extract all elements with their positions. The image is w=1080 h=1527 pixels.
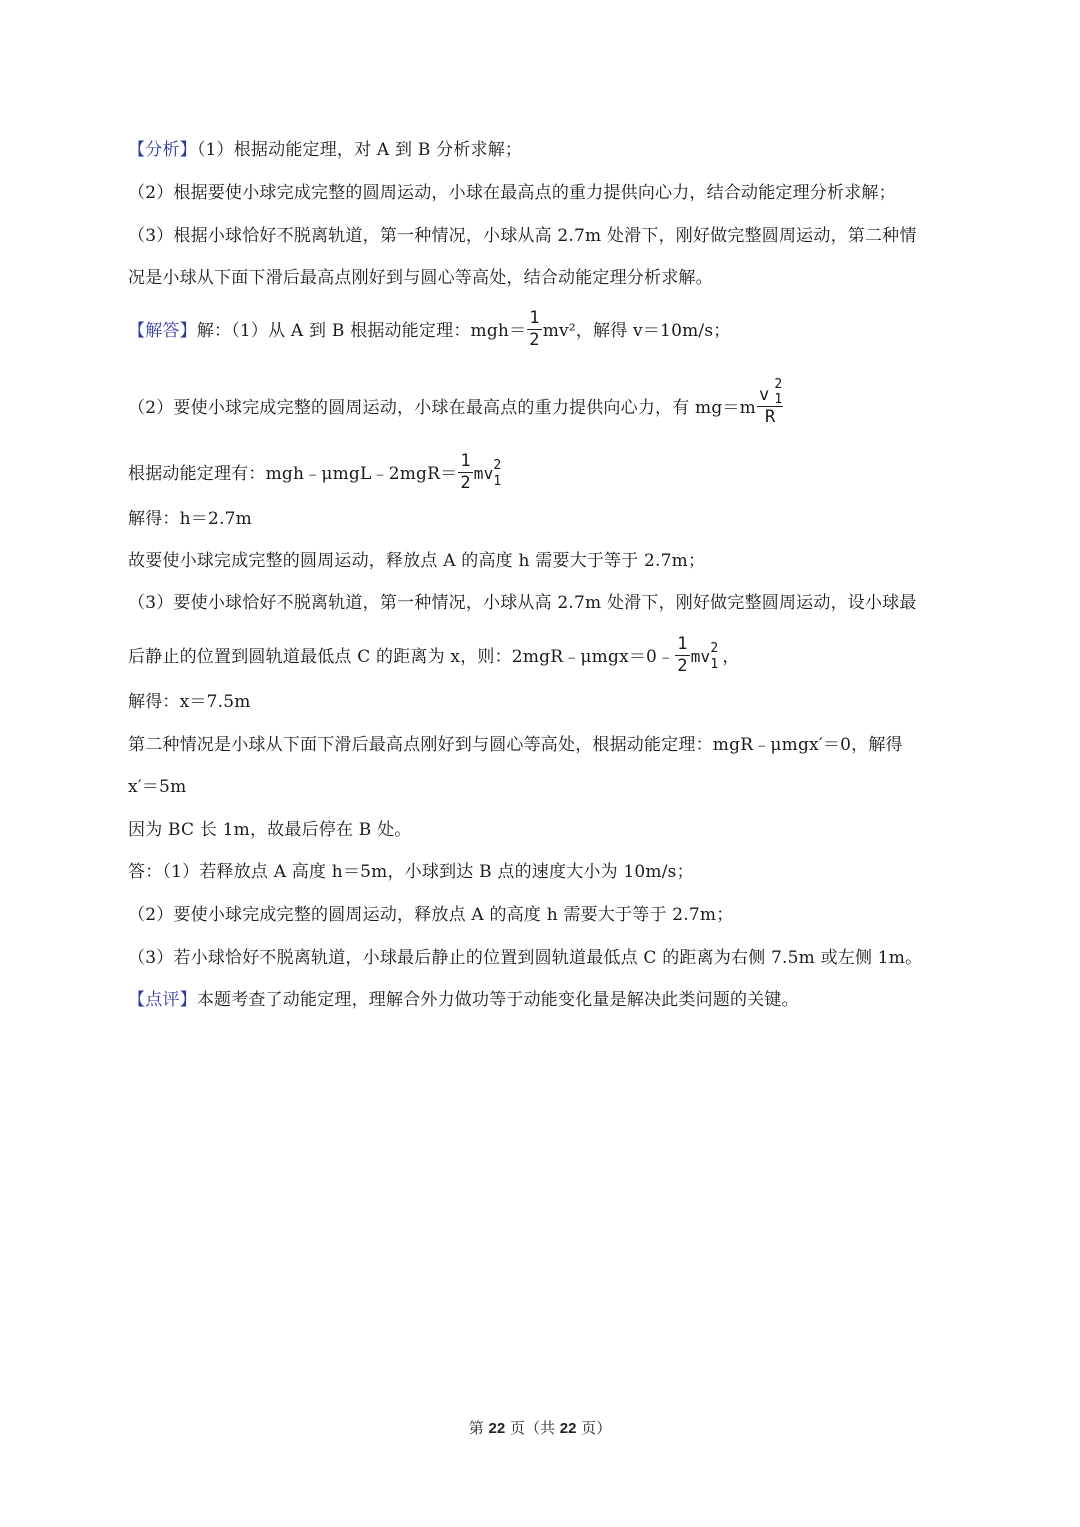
fraction-denominator: 2 bbox=[677, 656, 688, 676]
fraction-half bbox=[458, 453, 472, 492]
solution-line-10: x′＝5m bbox=[128, 777, 187, 797]
analysis-line-2: （2）根据要使小球完成完整的圆周运动，小球在最高点的重力提供向心力，结合动能定理分析求解； bbox=[128, 183, 896, 203]
fraction-numerator: 1 bbox=[460, 451, 471, 471]
solution-line-4: 解得：h＝2.7m bbox=[128, 509, 252, 529]
analysis-line-4: 况是小球从下面下滑后最高点刚好到与圆心等高处，结合动能定理分析求解。 bbox=[128, 268, 713, 288]
fraction-half bbox=[527, 310, 541, 349]
solution-tag: 【解答】 bbox=[128, 321, 197, 341]
solution-line-5: 故要使小球完成完整的圆周运动，释放点 A 的高度 h 需要大于等于 2.7m； bbox=[128, 551, 706, 571]
comma: ， bbox=[722, 647, 740, 667]
analysis-line-1 bbox=[128, 138, 988, 162]
analysis-line-3: （3）根据小球恰好不脱离轨道，第一种情况，小球从高 2.7m 处滑下，刚好做完整圆周运动，第二种情 bbox=[128, 226, 917, 246]
mv-symbol: mv bbox=[473, 464, 494, 483]
solution-line-7 bbox=[128, 634, 988, 677]
solution-line-3 bbox=[128, 451, 988, 494]
comment-tag: 【点评】 bbox=[128, 990, 197, 1010]
v1-squared bbox=[493, 458, 505, 488]
total-page-number: 22 bbox=[559, 1420, 577, 1437]
solution-line-6: （3）要使小球恰好不脱离轨道，第一种情况，小球从高 2.7m 处滑下，刚好做完整圆周运动，设小球最 bbox=[128, 593, 917, 613]
fraction-half bbox=[675, 636, 689, 675]
solution-line-1 bbox=[128, 308, 988, 351]
mv-symbol: mv bbox=[690, 647, 711, 666]
solution-text-2: （2）要使小球完成完整的圆周运动，小球在最高点的重力提供向心力，有 mg＝m bbox=[128, 398, 756, 418]
page-footer bbox=[0, 1417, 1080, 1438]
footer-mid: 页（共 bbox=[505, 1419, 560, 1437]
answer-line-2: （2）要使小球完成完整的圆周运动，释放点 A 的高度 h 需要大于等于 2.7m； bbox=[128, 905, 734, 925]
v-symbol: v bbox=[758, 385, 770, 405]
fraction-numerator: 1 bbox=[677, 634, 688, 654]
fraction-v1-sq-over-r bbox=[757, 377, 783, 427]
fraction-numerator: 1 bbox=[529, 308, 540, 328]
solution-line-9: 第二种情况是小球从下面下滑后最高点刚好到与圆心等高处，根据动能定理：mgR﹣μmgx′＝0，解得 bbox=[128, 735, 903, 755]
subscript: 1 bbox=[493, 473, 502, 489]
solution-text-7: 后静止的位置到圆轨道最低点 C 的距离为 x，则：2mgR﹣μmgx＝0﹣ bbox=[128, 647, 675, 667]
fraction-denominator: R bbox=[764, 407, 776, 427]
current-page-number: 22 bbox=[488, 1420, 506, 1437]
answer-line-3: （3）若小球恰好不脱离轨道，小球最后静止的位置到圆轨道最低点 C 的距离为右侧 7.5m 或左侧 1m。 bbox=[128, 948, 923, 968]
answer-line-1: 答：（1）若释放点 A 高度 h＝5m，小球到达 B 点的速度大小为 10m/s； bbox=[128, 862, 694, 882]
footer-post: 页） bbox=[576, 1419, 612, 1437]
comment-line bbox=[128, 988, 988, 1012]
superscript: 2 bbox=[774, 377, 783, 392]
analysis-text-1: （1）根据动能定理，对 A 到 B 分析求解； bbox=[196, 140, 523, 160]
solution-text-1b: mv²，解得 v＝10m/s； bbox=[542, 321, 731, 341]
footer-pre: 第 bbox=[468, 1419, 489, 1437]
fraction-denominator: 2 bbox=[460, 473, 471, 493]
solution-line-11: 因为 BC 长 1m，故最后停在 B 处。 bbox=[128, 820, 412, 840]
subscript: 1 bbox=[774, 392, 783, 407]
solution-text-3: 根据动能定理有：mgh﹣μmgL﹣2mgR＝ bbox=[128, 464, 458, 484]
subscript: 1 bbox=[710, 656, 719, 672]
fraction-denominator: 2 bbox=[529, 330, 540, 350]
superscript: 2 bbox=[493, 457, 502, 473]
v1-squared bbox=[710, 641, 722, 671]
solution-text-1: 解：（1）从 A 到 B 根据动能定理：mgh＝ bbox=[196, 321, 527, 341]
fraction-numerator bbox=[757, 377, 783, 407]
comment-text: 本题考查了动能定理，理解合外力做功等于动能变化量是解决此类问题的关键。 bbox=[196, 990, 799, 1010]
solution-line-2 bbox=[128, 377, 988, 428]
superscript: 2 bbox=[710, 640, 719, 656]
analysis-tag: 【分析】 bbox=[128, 140, 197, 160]
solution-line-8: 解得：x＝7.5m bbox=[128, 692, 251, 712]
